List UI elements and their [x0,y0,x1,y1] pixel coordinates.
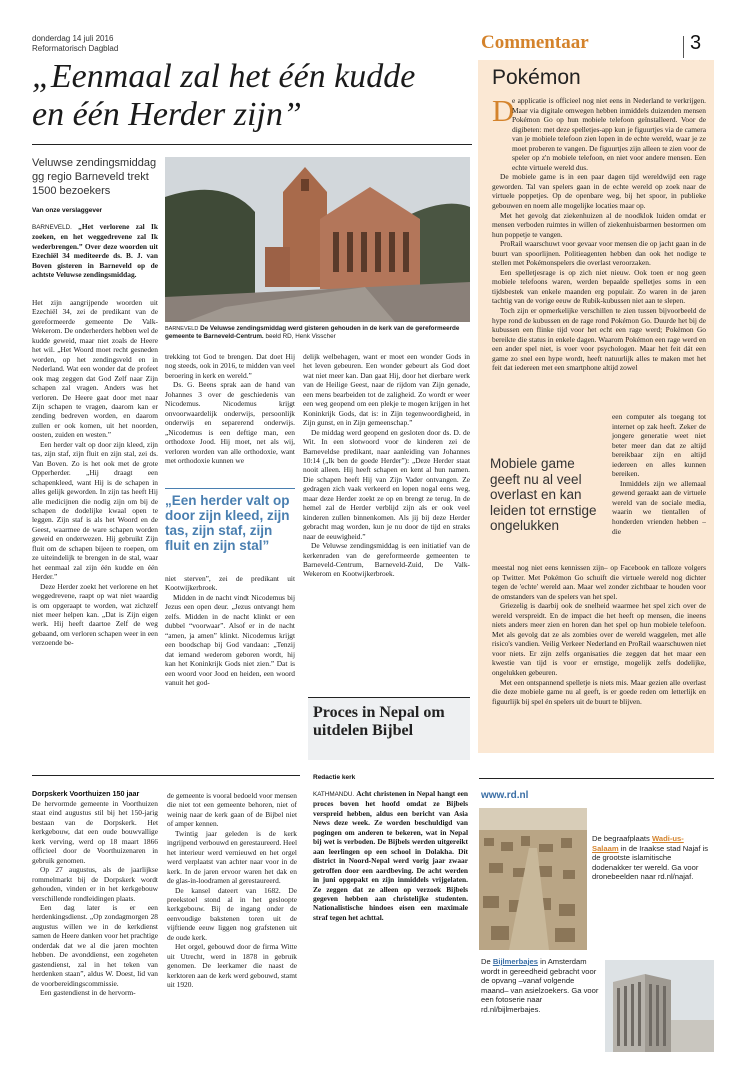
church-photo [165,157,470,322]
article-column-2b [165,574,295,687]
commentary-pull-quote: Mobiele game geeft nu al veel overlast en kan leiden tot ernstige ongelukken [490,456,597,534]
bottom-column-2 [167,791,297,990]
web-label[interactable]: www.rd.nl [481,790,529,801]
paragraph: De hervormde gemeente in Voorthuizen staat eind augustus stil bij het 150-jarig bestaan van de Dorpskerk. Het kerkgebouw, dat een oude bouwvallige kerk verving, werd op 18 maart 1866 officieel door de Voorthuizenaren in gebruik genomen. [32,799,158,865]
paragraph: Griezelig is daarbij ook de snelheid waarmee het spel zich over de wereld verspreidt. En de impact die het heeft op mensen, die ineens niets anders meer zien en horen dan het spel op hun mobiele telefoon. Met als gevolg dat ze als zombies over de wereld waggelen, met alle risico's vandien. Veilig Verkeer Nederland en ProRail waarschuwen niet voor niets. Er zijn zelfs organisaties die zeggen dat het maar een kwestie van tijd is voor er ernstige, mogelijk zelfs dodelijke, ongelukken gebeuren. [492,601,706,678]
bottom-column-1 [32,799,158,998]
page-number-divider [683,36,684,58]
paragraph: trekking tot God te brengen. Dat doet Hij nog steeds, ook in 2016, te midden van veel beroering in kerk en wereld.” [165,352,295,380]
article-column-2 [165,352,295,465]
paragraph: Inmiddels zijn we allemaal gewend geraakt aan de virtuele wereld van de sociale media, waarin we tientallen of honderden vrienden hebben –die [612,478,706,536]
wadi-us-salaam-link[interactable]: Wadi-us-Salaam [592,834,684,853]
paragraph: niet sterven”, zei de predikant uit Kootwijkerbroek. [165,574,295,593]
web-item-bijlmerbajes [481,957,599,1014]
pull-quote-rule [165,488,295,489]
paragraph: Met een ontspannend spelletje is niets mis. Maar gezien alle overlast die deze mobiele game nu al geeft, is er goede reden om letterlijk en figuurlijk bij spel én spelers uit de buurt te blijven. [492,677,706,706]
paragraph: de gemeente is vooral bedoeld voor mensen die niet tot een gemeente behoren, niet of weinig naar de kerk gaan of de Bijbel niet of amper kennen. [167,791,297,829]
paragraph: Twintig jaar geleden is de kerk ingrijpend verbouwd en gerestaureerd. Heel het interieur werd vernieuwd en het orgel werd verplaatst van achter naar voor in de kerk. In de jaren ervoor waren het dak en de glas-in-loodramen al gerestaureerd. [167,828,297,886]
church-illustration [165,157,470,322]
article-subhead: Veluwse zendingsmiddag gg regio Barneveld trekt 1500 bezoekers [32,157,157,197]
headline-rule [32,144,472,145]
paragraph: Een herder valt op door zijn kleed, zijn tas, zijn staf, zijn fluit en zijn stal, zei ds. Van Boven. Zo is het ook met de grote Opperherder. „Hij draagt een schapenkleed, want Hij is de schapen in alles gelijk geworden. In zijn tas heeft Hij alle medicijnen die nodig zijn om bij de schapen de dodelijke kwaal open te leggen. Zijn staf is als het Woord en de Geest, waarmee de ware schapen worden geweid en onderwezen. Hij gebruikt Zijn fluit om de schapen bijeen te roepen, om ze uiteindelijk te brengen in de stal, waar het eenmaal zal zijn één kudde en één Herder.” [32,439,158,582]
bottom-article-rule [32,775,300,776]
paper-name: Reformatorisch Dagblad [32,44,119,53]
article-lead: „Het verlorene zal Ik zoeken, en het weggedrevene zal Ik wederbrengen.” Over deze woorden uit Ezechiël 34 mediteerde ds. B. J. van Boven gisteren in Barneveld op de achtste Veluwse zendingsmiddag. [32,222,158,280]
paragraph: Op 27 augustus, als de jaarlijkse rommelmarkt bij de Dorpskerk wordt gehouden, vinden er in het kerkgebouw verschillende rondleidingen plaats. [32,865,158,903]
nepal-body [313,789,468,922]
paragraph: De mobiele game is in een paar dagen tijd wereldwijd een rage geworden. Tal van spelers gaan in de echte wereld op zoek naar de virtuele poppetjes. Op de openbare weg, bij het spoor, in publieke gebouwen en noem alle mogelijke locaties maar op. [492,172,706,211]
paragraph: Midden in de nacht vindt Nicodemus bij Jezus een open deur. „Jezus ontvangt hem zelfs. Midden in de nacht klinkt er een dubbel “voorwaar”. Alsof er in de nacht “amen, ja amen” klinkt. Nicodemus krijgt een boodschap bij God vandaan: „Tenzij dat iemand wederom geboren wordt, hij kan het Koninkrijk Gods niet zien.” Dat is een woord voor Jood en heiden, een woord vanuit het god- [165,592,295,687]
commentary-narrow-column [612,412,706,536]
web-item2-pre: De [481,957,491,966]
masthead [32,34,118,54]
paragraph: Ds. G. Beens sprak aan de hand van Johannes 3 over de geschiedenis van Nicodemus. Nicodemus krijgt onvoorwaardelijk onderwijs, persoonlijk onderwijs en separerend onderwijs. „Nicodemus is een deftige man, een orthodoxe Jood. Hij moet, net als wij, verloren worden van alle orthodoxie, want met orthodoxie kunnen we [165,380,295,465]
web-section-rule [479,778,714,779]
article-column-3 [303,352,470,579]
caption-label: BARNEVELD [165,326,199,332]
paragraph: e applicatie is officieel nog niet eens in Nederland te verkrijgen. Maar via digitale omwegen hebben inmiddels duizenden mensen Pokémon Go op hun mobiele telefoon geïnstalleerd. Voor de digibeten: met deze spelletjes-app kun je figuurtjes via de camera van je mobiele telefoon zien lopen in de echte wereld, waar je ze moet proberen te vangen. De figuurtjes zijn alleen te zien voor de speler op z'n mobiele telefoon, en niet voor andere mensen. Een echte virtuele wereld dus. [512,96,706,172]
cemetery-photo[interactable] [479,808,587,950]
bottom-headline: Dorpskerk Voorthuizen 150 jaar [32,789,140,798]
paragraph: Het orgel, gebouwd door de firma Witte uit Utrecht, werd in 1878 in gebruik genomen. De leerkamer die naast de kerktoren aan de kerk werd gebouwd, stamt uit 1920. [167,942,297,990]
commentary-title: Pokémon [492,66,581,89]
nepal-dateline: KATHMANDU. [313,791,355,798]
cemetery-illustration [479,808,587,950]
page-number: 3 [690,32,702,54]
box-top-rule [308,697,470,698]
article-byline: Van onze verslaggever [32,207,103,214]
web-item2-post: in Amsterdam wordt in gereedheid gebracht voor de opvang –vanaf volgende maand– van asielzoekers. Ga voor een fotoserie naar rd.nl/bijlmerbajes. [481,957,599,1014]
nepal-lead: Acht christenen in Nepal hangt een proces boven het hoofd omdat ze Bijbels verspreid hebben, aldus een bericht van Asia News deze week. Ze worden beschuldigd van pogingen om anderen te bekeren, wat in Nepal bij wet is verboden. De Bijbels werden uitgereikt aan leerlingen op een school in Dolakha. Dit district in Noord-Nepal werd vorig jaar zwaar getroffen door een aardbeving. De acht werden in juni opgepakt en zijn inmiddels vrijgelaten. Ze zeggen dat ze alleen op verzoek Bijbels gegeven hebben aan christelijke studenten. Nationalistische hindoes eisen een maximale straf tegen het achttal. [313,789,468,922]
commentary-body [492,93,706,373]
paragraph: Deze Herder zoekt het verlorene en het weggedrevene, raapt op wat niet waardig is om opgeraapt te worden, wat zichzelf niet meer helpen kan. „Dat is Zijn eigen werk. Hij heeft daartoe Zelf de weg gebaand, om verloren schapen weer in een verzoende be- [32,581,158,648]
drop-cap: D [492,93,515,128]
web-item-cemetery [592,834,710,882]
article-headline: „Eenmaal zal het één kudde en één Herder zijn” [32,58,416,133]
paragraph: Een spelletjesrage is op zich niet nieuw. Ook toen er nog geen mobiele telefoons waren, werden bepaalde spelletjes soms in een tijdsbestek van enkele maanden erg populair. Zo waren in de jaren tachtig van de vorige eeuw de Rubik-kubussen niet aan te slepen. [492,267,706,306]
nepal-byline: Redactie kerk [313,774,356,781]
web-item1-post: in de Iraakse stad Najaf is de grootste islamitische dodenakker ter wereld. Ga voor dronebeelden naar rd.nl/najaf. [592,843,709,881]
photo-caption [165,325,470,341]
nepal-headline: Proces in Nepal om uitdelen Bijbel [313,704,445,739]
commentary-tail [492,563,706,706]
issue-date: donderdag 14 juli 2016 [32,34,114,43]
paragraph: Met het gevolg dat ziekenhuizen al de noodklok luiden omdat er mensen verboden ruimtes in willen of ziekenhuisbarmen bestormen om hun poppetje te vangen. [492,210,706,239]
article-lead-block [32,222,158,280]
web-item1-pre: De begraafplaats [592,834,650,843]
dateline: BARNEVELD. [32,224,72,231]
article-column-1 [32,298,158,648]
tower-illustration [605,960,714,1052]
paragraph: Toch zijn er opmerkelijke verschillen te zien tussen bijvoorbeeld de hype rond de kubussen en de rage rond Pokémon Go. Duurde het bij de kubussen een flinke tijd voor het echt een rage werd; Pokémon Go bereikte die status in enkele dagen. Waarom Pokémon een rage werd en een ander spel niet, is voer voor psychologen. Maar het feit dát een game zo snel een hype wordt, heeft natuurlijk alles te maken met het feit dat iedereen met een smartphone altijd zowel [492,306,706,373]
paragraph: De Veluwse zendingsmiddag is een initiatief van de kerkenraden van de gereformeerde gemeenten te Barneveld-Centrum, Barneveld-Zuid, De Valk-Wekerom en Kootwijkerbroek. [303,541,470,579]
bijlmerbajes-photo[interactable] [605,960,714,1052]
paragraph: Een gastendienst in de hervorm- [40,988,136,998]
pull-quote: „Een herder valt op door zijn kleed, zijn tas, zijn staf, zijn fluit en zijn stal” [165,493,290,553]
caption-text: De Veluwse zendingsmiddag werd gisteren gehouden in de kerk van de gereformeerde gemeente te Barneveld-Centrum. [165,325,460,340]
section-name: Commentaar [481,32,589,53]
paragraph: meestal nog niet eens kennissen zijn– op Facebook en talloze volgers op Twitter. Met Pokémon Go schuift die virtuele wereld nog dichter tegen de 'echte' wereld aan. Maar wel zonder zichtbaar te houden voor de omstanders van de spelers van het spel. [492,563,706,601]
paragraph: De middag werd geopend en gesloten door ds. D. de Wit. In een slotwoord voor de kinderen zei de Barneveldse predikant, naar aanleiding van Johannes 10:14 („Ik ben de goede Herder”): „Deze Herder staat nooit alleen. Hij heeft schapen en kent al hun namen. Die schapen heeft Hij van Zijn Vader ontvangen. Ze gedragen zich vaak verkeerd en lopen nogal eens weg, maar deze Herder zoekt ze op en brengt ze terug. In de hemel zal de Herder verblijd zijn als er ook veel kinderen zullen binnenkomen. Als jij bij deze Herder gebracht mag worden, kun je nu door de tijd en straks naar de eeuwigheid.” [303,427,470,541]
paragraph: ProRail waarschuwt voor gevaar voor mensen die op jacht gaan in de buurt van spoorlijnen. Politieagenten hebben dan ook het nodige te stellen met Pokémonspelers die overlast veroorzaken. [492,239,706,268]
paragraph: De kansel dateert van 1682. De preekstoel stond al in het gesloopte kerkgebouw. Bij de ingang onder de eenvoudige bakstenen toren uit de vijftiende eeuw liggen nog grafstenen uit de oude kerk. [167,885,297,942]
paragraph: Het zijn aangrijpende woorden uit Ezechiël 34, zei de predikant van de gereformeerde gemeente De Valk-Wekerom. De onderherders hebben wel de kudde geweid, maar niet zoals de Heere het wil. „Het Woord moet recht gesneden worden, op het zendingsveld en in Nederland. Wat een wonder dat de profeet ook mag zeggen dat God Zelf naar Zijn schapen zal vragen. Anders was het verloren. De Heere gaat door met naar Zijn schapen te vragen, daarom kan er zending bedreven worden, en daarom zullen er ook komen, uit het noorden, oosten, zuiden en westen.” [32,298,158,440]
paragraph: delijk welbehagen, want er moet een wonder Gods in het leven gebeuren. Een wonder gebeurt als God doet wat niet meer kan. Dan gaat Hij, door het dierbare werk van de Heilige Geest, naar de rijdom van Zijn genade, een mens bearbeiden tot de zaligheid. Zo wordt er weer een weg geopend om een plekje te mogen krijgen in het Koninkrijk Gods, dat is: in Zijn tegenwoordigheid, in Zijn gunst, en in Zijn gemeenschap.” [303,352,470,428]
photo-credit: beeld RD, Henk Visscher [265,333,336,340]
bijlmerbajes-link[interactable]: Bijlmerbajes [492,957,539,966]
paragraph: een computer als toegang tot internet op zak heeft. Zeker de jongere generatie weet niet beter meer dan dat ze altijd bereikbaar zijn en altijd iedereen en alles kunnen bereiken. [612,412,706,479]
paragraph: Een dag later is er een herdenkingsdienst. „Op zondagmorgen 28 augustus willen we in de kerkdienst samen de Heere danken voor het prachtige onderdak dat we al die jaren mochten hebben. De avonddienst, een zogeheten gastendienst, zal in het teken van herdenken staan”, aldus W. Doest, lid van de voorbereidingscommissie. [32,902,158,988]
